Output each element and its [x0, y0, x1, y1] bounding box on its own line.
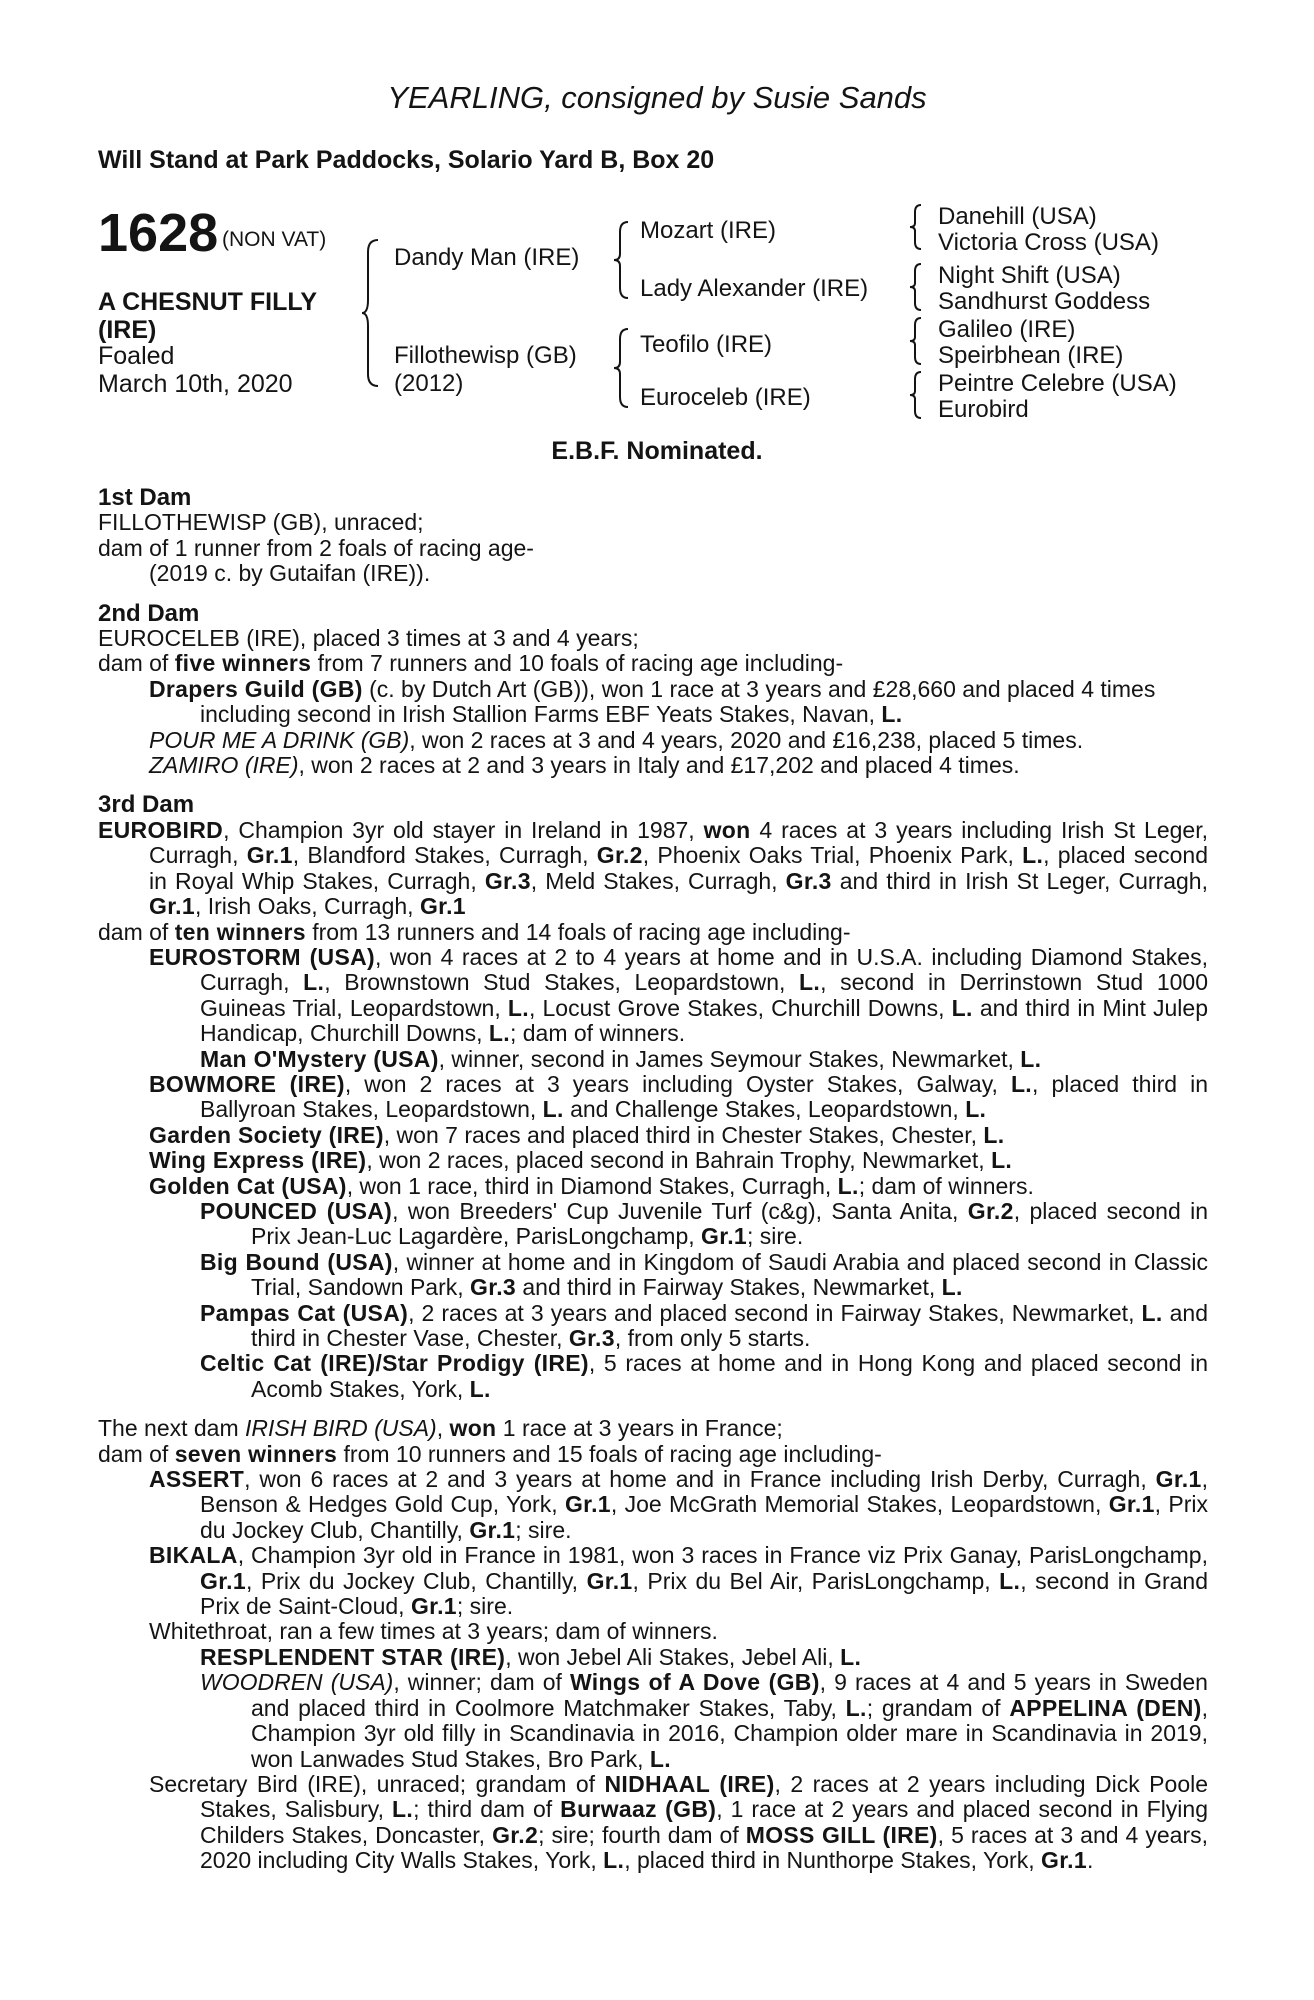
text-run: , Locust Grove Stakes, Churchill Downs, [528, 994, 952, 1021]
record-paragraph [98, 1250, 1208, 1301]
text-run: EUROCELEB (IRE), placed 3 times at 3 and 4 years; [98, 625, 639, 652]
text-run: (2019 c. by Gutaifan (IRE)). [149, 560, 431, 587]
text-run: L. [303, 969, 325, 996]
text-run: L. [1010, 1070, 1032, 1097]
text-run: , Champion 3yr old stayer in Ireland in 1987, [223, 816, 704, 843]
pedigree-brace-ss [908, 203, 924, 251]
text-run: dam of [98, 650, 175, 677]
section-heading [98, 792, 1208, 817]
text-run: EUROSTORM (USA) [149, 943, 375, 970]
horse-description: A CHESNUT FILLY [98, 288, 317, 316]
text-run: ; sire. [456, 1593, 514, 1620]
horse-origin: (IRE) [98, 316, 157, 344]
record-paragraph [98, 1772, 1208, 1874]
record-paragraph [98, 510, 1208, 535]
text-run: L. [845, 1694, 867, 1721]
text-run: , Blandford Stakes, Curragh, [292, 842, 597, 869]
text-run: ASSERT [149, 1466, 245, 1493]
pedigree-dss: Galileo (IRE) [938, 316, 1076, 343]
text-run: ; sire. [747, 1223, 804, 1250]
pedigree-sss: Danehill (USA) [938, 203, 1097, 230]
text-run: , Prix du Bel Air, ParisLongchamp, [632, 1567, 1000, 1594]
pedigree-brace-main [360, 238, 382, 388]
pedigree-dam-year: (2012) [394, 370, 464, 397]
text-run: Whitethroat, ran a few times at 3 years; dam of winners. [149, 1618, 718, 1645]
record-paragraph [98, 1047, 1208, 1072]
text-run: . [1086, 1847, 1094, 1874]
text-run: and Challenge Stakes, Leopardstown, [563, 1096, 966, 1123]
text-run: NIDHAAL (IRE) [604, 1770, 775, 1797]
text-run: L. [603, 1847, 625, 1874]
text-run: Gr.1 [149, 893, 195, 920]
text-run: , Irish Oaks, Curragh, [194, 893, 420, 920]
record-paragraph [98, 1619, 1208, 1644]
text-run: Gr.3 [470, 1274, 516, 1301]
text-run: , placed third in Ballyroan Stakes, Leopardstown, [200, 1070, 1208, 1123]
text-run: Golden Cat (USA) [149, 1172, 347, 1199]
text-run: Man O'Mystery (USA) [200, 1045, 439, 1072]
text-run: ; dam of winners. [509, 1020, 686, 1047]
text-run: , won Jebel Ali Stakes, Jebel Ali, [505, 1643, 841, 1670]
text-run: WOODREN (USA) [200, 1669, 394, 1696]
text-run: FILLOTHEWISP (GB), unraced; [98, 509, 424, 536]
text-run: and third in Irish St Leger, Curragh, [831, 867, 1208, 894]
section-heading [98, 485, 1208, 510]
text-run: , winner; dam of [393, 1669, 570, 1696]
text-run: , 5 races at 3 and 4 years, 2020 including City Walls Stakes, York, [200, 1821, 1209, 1874]
text-run: Celtic Cat (IRE)/Star Prodigy (IRE) [200, 1350, 589, 1377]
text-run: dam of [98, 1440, 175, 1467]
text-run: , Meld Stakes, Curragh, [530, 867, 786, 894]
pedigree-sds: Night Shift (USA) [938, 262, 1121, 289]
text-run: 3rd Dam [98, 791, 195, 819]
text-run: Gr.2 [967, 1197, 1014, 1224]
text-run: seven winners [174, 1440, 338, 1467]
text-run: Gr.3 [785, 867, 832, 894]
record-paragraph [98, 677, 1208, 728]
record-paragraph [98, 626, 1208, 651]
text-run: L. [1022, 842, 1044, 869]
stand-location: Will Stand at Park Paddocks, Solario Yard B, Box 20 [98, 146, 715, 174]
spacer [98, 587, 1208, 601]
text-run: RESPLENDENT STAR (IRE) [200, 1643, 506, 1670]
text-run: 4 races at 3 years including Irish St Leger, Curragh, [149, 816, 1208, 869]
text-run: , Prix du Jockey Club, Chantilly, [200, 1491, 1209, 1543]
text-run: , winner at home and in Kingdom of Saudi Arabia and placed second in Classic Trial, Sandown Park, [251, 1248, 1209, 1301]
pedigree-brace-sire [612, 220, 632, 300]
text-run: , Joe McGrath Memorial Stakes, Leopardstown, [610, 1491, 1109, 1518]
text-run: ; sire. [515, 1516, 572, 1543]
text-run: , second in Derrinstown Stud 1000 Guineas Trial, Leopardstown, [200, 969, 1208, 1021]
record-paragraph [98, 1670, 1208, 1772]
text-run: , placed second in Prix Jean-Luc Lagardère, ParisLongchamp, [251, 1197, 1208, 1250]
text-run: Gr.1 [1041, 1847, 1087, 1874]
text-run: Gr.1 [1155, 1466, 1202, 1493]
record-paragraph [98, 818, 1208, 920]
text-run: 2nd Dam [98, 599, 200, 627]
text-run: POUR ME A DRINK (GB) [149, 726, 410, 753]
text-run: , Brownstown Stud Stakes, Leopardstown, [324, 969, 800, 996]
text-run: L. [941, 1274, 963, 1301]
pedigree-brace-ds [908, 316, 924, 366]
pedigree-ddd: Eurobird [938, 396, 1029, 423]
text-run: and third in Chester Vase, Chester, [251, 1299, 1208, 1351]
text-run: , Champion 3yr old in France in 1981, won 3 races in France viz Prix Ganay, ParisLongchamp, [237, 1542, 1208, 1569]
text-run: L. [649, 1745, 671, 1772]
text-run: Gr.1 [419, 893, 466, 920]
text-run: ; third dam of [413, 1796, 561, 1823]
text-run: dam of [98, 918, 175, 945]
text-run: L. [999, 1567, 1021, 1594]
text-run: POUNCED (USA) [200, 1197, 393, 1224]
section-heading [98, 601, 1208, 626]
pedigree-brace-sd [908, 262, 924, 312]
text-run: Wings of A Dove (GB) [570, 1669, 820, 1696]
record-paragraph [98, 1467, 1208, 1543]
text-run: ; grandam of [866, 1694, 1010, 1721]
produce-record [98, 485, 1208, 1874]
text-run: , 2 races at 3 years and placed second in Fairway Stakes, Newmarket, [408, 1299, 1142, 1326]
text-run: Big Bound (USA) [200, 1248, 393, 1275]
text-run: L. [991, 1147, 1013, 1174]
text-run: , won 1 race, third in Diamond Stakes, Curragh, [346, 1172, 838, 1199]
text-run: Gr.1 [469, 1516, 516, 1543]
pedigree-sire: Dandy Man (IRE) [394, 244, 580, 271]
text-run: , won Breeders' Cup Juvenile Turf (c&g), Santa Anita, [392, 1197, 968, 1224]
record-paragraph [98, 651, 1208, 676]
text-run: Gr.1 [564, 1491, 611, 1518]
text-run: ZAMIRO (IRE) [149, 752, 299, 779]
text-run: , Phoenix Oaks Trial, Phoenix Park, [642, 842, 1023, 869]
text-run: from 10 runners and 15 foals of racing age including- [337, 1440, 882, 1467]
text-run: 1 race at 3 years in France; [496, 1415, 783, 1442]
record-paragraph [98, 1174, 1208, 1199]
consignor-heading: YEARLING, consigned by Susie Sands [387, 80, 927, 115]
text-run: Drapers Guild (GB) [149, 675, 363, 702]
text-run: five winners [174, 650, 312, 677]
pedigree-dam-sire: Teofilo (IRE) [640, 331, 773, 358]
text-run: MOSS GILL (IRE) [745, 1821, 938, 1848]
text-run: EUROBIRD [98, 816, 224, 843]
foaled-date: March 10th, 2020 [98, 370, 293, 398]
pedigree-brace-dd [908, 370, 924, 420]
pedigree-sire-dam: Lady Alexander (IRE) [640, 275, 869, 302]
text-run: and third in Mint Julep Handicap, Churchill Downs, [200, 994, 1208, 1047]
text-run: 1st Dam [98, 484, 192, 511]
text-run: ; dam of winners. [858, 1172, 1034, 1199]
text-run: L. [983, 1121, 1005, 1148]
record-paragraph [98, 561, 1208, 586]
text-run: won [449, 1415, 497, 1442]
text-run: , [436, 1415, 450, 1442]
record-paragraph [98, 1351, 1208, 1402]
text-run: L. [799, 969, 821, 996]
pedigree-dds: Peintre Celebre (USA) [938, 370, 1177, 397]
record-paragraph [98, 1645, 1208, 1670]
text-run: , second in Grand Prix de Saint-Cloud, [200, 1567, 1209, 1620]
pedigree-sdd: Sandhurst Goddess [938, 288, 1151, 315]
text-run: (c. by Dutch Art (GB)), won 1 race at 3 years and £28,660 and placed 4 times including second in Irish Stallion Farms EBF Yeats Stakes, Navan, [200, 675, 1156, 728]
text-run: Secretary Bird (IRE), unraced; grandam of [149, 1770, 605, 1797]
text-run: L. [469, 1375, 491, 1402]
record-paragraph [98, 945, 1208, 1047]
ebf-nomination: E.B.F. Nominated. [551, 437, 763, 465]
lot-number: 1628 [98, 203, 219, 263]
text-run: , 1 race at 2 years and placed second in Flying Childers Stakes, Doncaster, [200, 1796, 1208, 1848]
text-run: , won 7 races and placed third in Chester Stakes, Chester, [383, 1121, 984, 1148]
spacer [98, 778, 1208, 792]
text-run: , won 6 races at 2 and 3 years at home and in France including Irish Derby, Curragh, [244, 1466, 1156, 1493]
record-paragraph [98, 1416, 1208, 1441]
text-run: , from only 5 starts. [614, 1325, 811, 1351]
record-paragraph [98, 1199, 1208, 1250]
foaled-label: Foaled [98, 342, 175, 370]
pedigree-dam: Fillothewisp (GB) [394, 342, 577, 369]
text-run: Wing Express (IRE) [149, 1147, 367, 1174]
text-run: L. [392, 1796, 414, 1823]
text-run: L. [965, 1096, 987, 1123]
record-paragraph [98, 1301, 1208, 1352]
text-run: , Prix du Jockey Club, Chantilly, [245, 1567, 587, 1594]
text-run: ; sire; fourth dam of [538, 1821, 746, 1848]
text-run: L. [542, 1096, 564, 1123]
text-run: Pampas Cat (USA) [200, 1299, 409, 1326]
text-run: Gr.1 [200, 1567, 246, 1594]
text-run: L. [507, 994, 529, 1021]
text-run: Gr.1 [246, 842, 293, 869]
text-run: Gr.2 [492, 1821, 539, 1848]
record-paragraph [98, 753, 1208, 778]
text-run: ten winners [174, 918, 306, 945]
text-run: and third in Fairway Stakes, Newmarket, [516, 1274, 942, 1301]
text-run: APPELINA (DEN) [1009, 1694, 1202, 1721]
record-paragraph [98, 728, 1208, 753]
text-run: L. [1020, 1045, 1042, 1072]
pedigree-dam-dam: Euroceleb (IRE) [640, 384, 811, 411]
text-run: , 2 races at 2 years including Dick Poole Stakes, Salisbury, [200, 1770, 1209, 1823]
text-run: BIKALA [149, 1542, 238, 1569]
text-run: Garden Society (IRE) [149, 1121, 384, 1148]
pedigree-sire-sire: Mozart (IRE) [640, 217, 777, 244]
text-run: Gr.1 [1108, 1491, 1155, 1518]
text-run: Gr.3 [568, 1325, 615, 1351]
record-paragraph [98, 1123, 1208, 1148]
spacer [98, 1402, 1208, 1416]
record-paragraph [98, 1442, 1208, 1467]
record-paragraph [98, 1148, 1208, 1173]
text-run: from 7 runners and 10 foals of racing age including- [311, 650, 844, 677]
text-run: L. [488, 1020, 510, 1047]
text-run: , won 2 races at 3 years including Oyster Stakes, Galway, [344, 1070, 1011, 1097]
text-run: L. [951, 994, 973, 1021]
text-run: , won 2 races at 2 and 3 years in Italy and £17,202 and placed 4 times. [298, 752, 1020, 779]
text-run: , Champion 3yr old filly in Scandinavia in 2016, Champion older mare in Scandinavia in 2019, won Lanwades Stud Stakes, Bro Park, [251, 1694, 1208, 1772]
text-run: Gr.3 [484, 867, 531, 894]
text-run: L. [840, 1643, 862, 1670]
text-run: , won 2 races at 3 and 4 years, 2020 and £16,238, placed 5 times. [409, 726, 1084, 753]
text-run: , 5 races at home and in Hong Kong and placed second in Acomb Stakes, York, [251, 1350, 1209, 1402]
text-run: , won 2 races, placed second in Bahrain Trophy, Newmarket, [366, 1147, 992, 1174]
pedigree-brace-dam [612, 327, 632, 409]
pedigree-ssd: Victoria Cross (USA) [938, 229, 1159, 256]
text-run: , winner, second in James Seymour Stakes, Newmarket, [438, 1045, 1021, 1072]
text-run: L. [1141, 1299, 1163, 1326]
text-run: from 13 runners and 14 foals of racing age including- [305, 918, 851, 945]
text-run: dam of 1 runner from 2 foals of racing age- [98, 534, 534, 561]
text-run: BOWMORE (IRE) [149, 1070, 345, 1097]
text-run: , placed second in Royal Whip Stakes, Curragh, [149, 842, 1208, 894]
record-paragraph [98, 1543, 1208, 1619]
record-paragraph [98, 536, 1208, 561]
record-paragraph [98, 1072, 1208, 1123]
text-run: Gr.1 [701, 1223, 747, 1250]
text-run: Gr.1 [586, 1567, 633, 1594]
text-run: , 9 races at 4 and 5 years in Sweden and placed third in Coolmore Matchmaker Stakes, Taby, [251, 1669, 1208, 1721]
text-run: , placed third in Nunthorpe Stakes, York, [624, 1847, 1041, 1874]
pedigree-dsd: Speirbhean (IRE) [938, 342, 1124, 369]
text-run: IRISH BIRD (USA) [245, 1415, 437, 1442]
record-paragraph [98, 920, 1208, 945]
text-run: L. [837, 1172, 859, 1199]
text-run: Gr.2 [596, 842, 643, 869]
text-run: , Benson & Hedges Gold Cup, York, [200, 1466, 1208, 1518]
text-run: The next dam [98, 1415, 246, 1442]
vat-status: (NON VAT) [222, 228, 327, 251]
text-run: Gr.1 [410, 1593, 457, 1620]
text-run: , won 4 races at 2 to 4 years at home and in U.S.A. including Diamond Stakes, Curragh, [200, 943, 1208, 996]
text-run: won [703, 816, 751, 843]
text-run: Burwaaz (GB) [560, 1796, 717, 1823]
text-run: L. [881, 701, 903, 728]
